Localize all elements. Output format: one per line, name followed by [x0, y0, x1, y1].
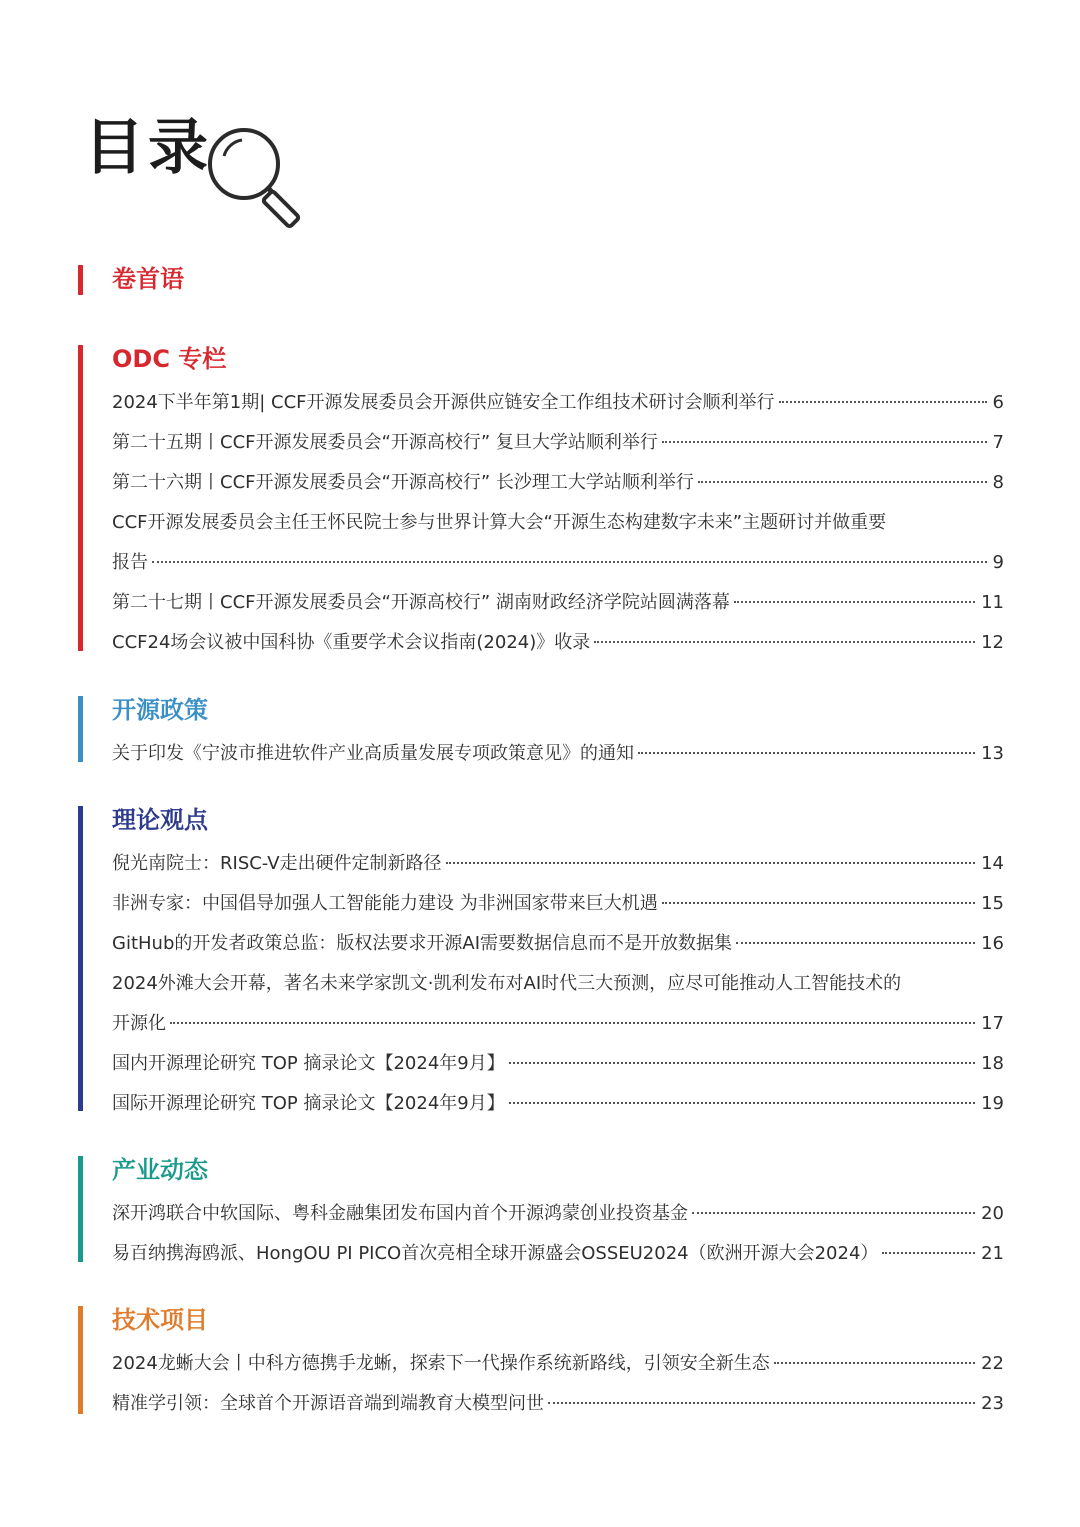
leader-dots [662, 902, 975, 904]
page-number: 17 [981, 1013, 1004, 1034]
toc-entry[interactable]: 精准学引领：全球首个开源语音端到端教育大模型问世 23 [112, 1384, 1004, 1424]
toc-entry[interactable]: 2024龙蜥大会丨中科方德携手龙蜥，探索下一代操作系统新路线，引领安全新生态 22 [112, 1344, 1004, 1384]
page-number: 16 [981, 933, 1004, 954]
leader-dots [170, 1022, 975, 1024]
section-odc [78, 345, 1004, 651]
page-number: 7 [992, 432, 1004, 453]
toc-entry[interactable]: 2024下半年第1期| CCF开源发展委员会开源供应链安全工作组技术研讨会顺利举行 6 [112, 383, 1004, 423]
toc-entry[interactable]: 倪光南院士：RISC-V走出硬件定制新路径 14 [112, 844, 1004, 884]
toc-entry[interactable]: CCF24场会议被中国科协《重要学术会议指南(2024)》收录 12 [112, 623, 1004, 663]
page-number: 11 [981, 592, 1004, 613]
toc-entry[interactable]: 易百纳携海鸥派、HongOU PI PICO首次亮相全球开源盛会OSSEU2024（欧洲开源大会2024） 21 [112, 1234, 1004, 1274]
section-foreword [78, 265, 1004, 295]
toc-entry-line1[interactable]: 2024外滩大会开幕，著名未来学家凯文·凯利发布对AI时代三大预测，应尽可能推动人工智能技术的 [112, 973, 902, 994]
leader-dots [446, 862, 976, 864]
page-number: 23 [981, 1393, 1004, 1414]
section-policy [78, 696, 1004, 762]
section-title[interactable]: 卷首语 [112, 265, 184, 293]
leader-dots [692, 1212, 975, 1214]
page-number: 22 [981, 1353, 1004, 1374]
page-number: 9 [992, 552, 1004, 573]
toc-entry[interactable]: GitHub的开发者政策总监：版权法要求开源AI需要数据信息而不是开放数据集 16 [112, 924, 1004, 964]
page-number: 19 [981, 1093, 1004, 1114]
page-number: 13 [981, 743, 1004, 764]
toc-entry[interactable]: 非洲专家：中国倡导加强人工智能能力建设 为非洲国家带来巨大机遇 15 [112, 884, 1004, 924]
page-number: 6 [992, 392, 1004, 413]
leader-dots [548, 1402, 975, 1404]
leader-dots [774, 1362, 975, 1364]
toc-entry[interactable]: 第二十五期丨CCF开源发展委员会“开源高校行” 复旦大学站顺利举行 7 [112, 423, 1004, 463]
leader-dots [698, 481, 987, 483]
page-title: 目录 [84, 113, 212, 183]
section-title[interactable]: ODC 专栏 [112, 345, 227, 373]
page-number: 14 [981, 853, 1004, 874]
magnifier-icon [204, 126, 334, 236]
toc-entry[interactable]: 第二十七期丨CCF开源发展委员会“开源高校行” 湖南财政经济学院站圆满落幕 11 [112, 583, 1004, 623]
leader-dots [152, 561, 987, 563]
page-number: 18 [981, 1053, 1004, 1074]
page-number: 8 [992, 472, 1004, 493]
section-tech [78, 1306, 1004, 1414]
section-title[interactable]: 开源政策 [112, 696, 208, 724]
leader-dots [882, 1252, 975, 1254]
section-industry [78, 1156, 1004, 1262]
page-number: 21 [981, 1243, 1004, 1264]
toc-entry-line2[interactable]: 开源化 17 [112, 1004, 1004, 1044]
leader-dots [638, 752, 975, 754]
leader-dots [736, 942, 975, 944]
section-title[interactable]: 技术项目 [112, 1306, 208, 1334]
section-theory [78, 806, 1004, 1114]
leader-dots [662, 441, 987, 443]
page-number: 12 [981, 632, 1004, 653]
toc-entry[interactable]: 国内开源理论研究 TOP 摘录论文【2024年9月】 18 [112, 1044, 1004, 1084]
title-block [84, 112, 284, 222]
toc-entry-line1[interactable]: CCF开源发展委员会主任王怀民院士参与世界计算大会“开源生态构建数字未来”主题研讨并做重要 [112, 512, 887, 533]
leader-dots [779, 401, 987, 403]
page-number: 15 [981, 893, 1004, 914]
leader-dots [509, 1102, 975, 1104]
section-title[interactable]: 产业动态 [112, 1156, 208, 1184]
toc-entry[interactable]: 国际开源理论研究 TOP 摘录论文【2024年9月】 19 [112, 1084, 1004, 1124]
leader-dots [734, 601, 975, 603]
toc-entry[interactable]: 第二十六期丨CCF开源发展委员会“开源高校行” 长沙理工大学站顺利举行 8 [112, 463, 1004, 503]
leader-dots [594, 641, 975, 643]
toc-entry[interactable]: 关于印发《宁波市推进软件产业高质量发展专项政策意见》的通知 13 [112, 734, 1004, 774]
leader-dots [509, 1062, 975, 1064]
toc-entry[interactable]: 深开鸿联合中软国际、粤科金融集团发布国内首个开源鸿蒙创业投资基金 20 [112, 1194, 1004, 1234]
page-number: 20 [981, 1203, 1004, 1224]
toc-entry-line2[interactable]: 报告 9 [112, 543, 1004, 583]
section-title[interactable]: 理论观点 [112, 806, 208, 834]
